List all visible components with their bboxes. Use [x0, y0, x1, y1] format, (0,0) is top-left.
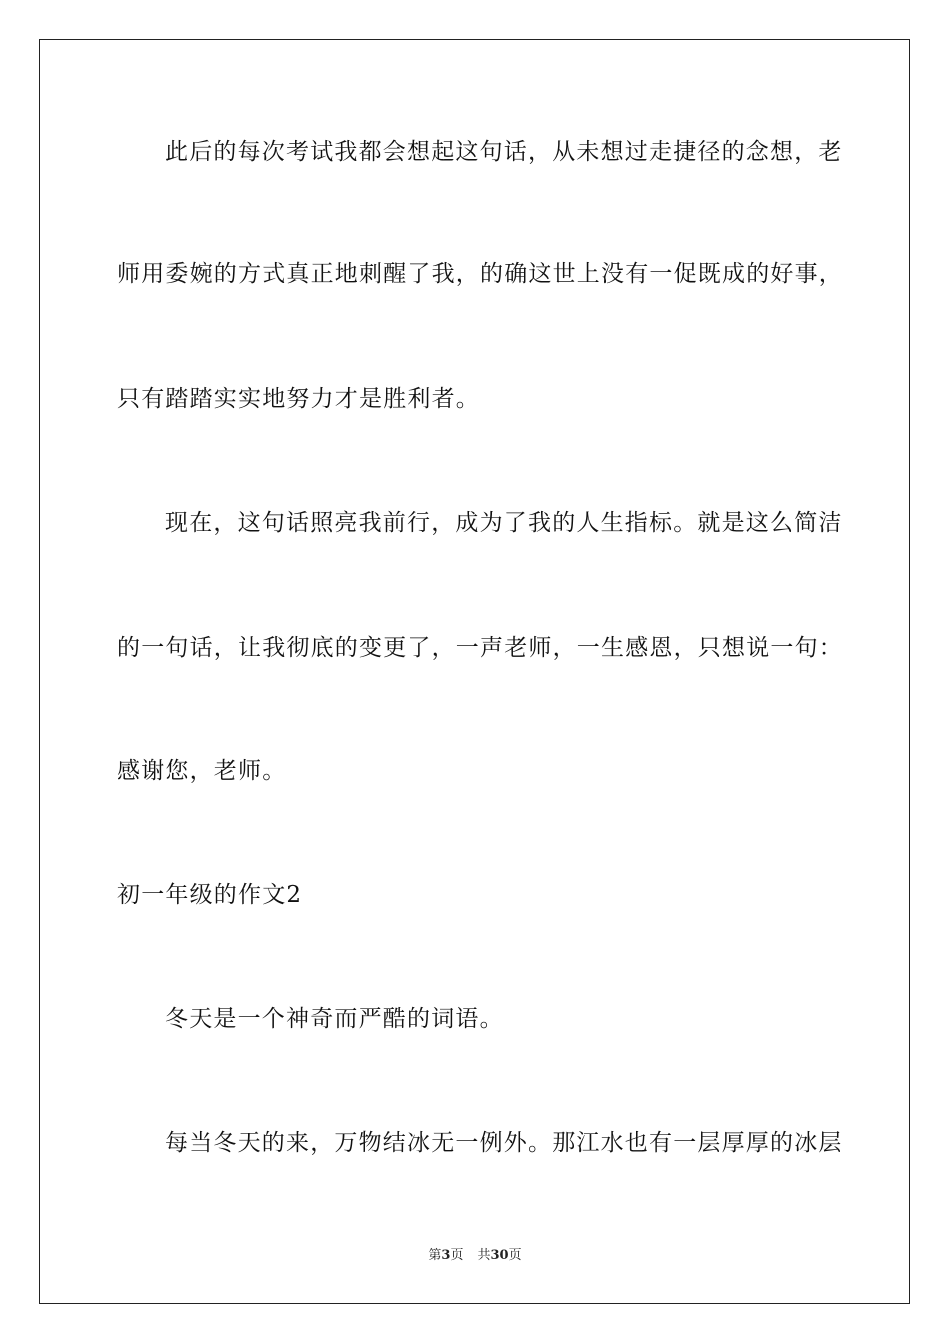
- page-border: [39, 39, 910, 1304]
- paragraph-line: 感谢您，老师。: [117, 758, 287, 784]
- page-total: 30: [490, 1248, 509, 1263]
- paragraph-line: 现在，这句话照亮我前行，成为了我的人生指标。就是这么简洁: [165, 510, 843, 536]
- page-footer: [0, 1247, 950, 1265]
- total-prefix: 共: [477, 1248, 491, 1263]
- paragraph-line: 冬天是一个神奇而严酷的词语。: [165, 1006, 504, 1032]
- paragraph-line: 的一句话，让我彻底的变更了，一声老师，一生感恩，只想说一句：: [117, 635, 843, 661]
- paragraph-line: 每当冬天的来，万物结冰无一例外。那江水也有一层厚厚的冰层: [165, 1130, 843, 1156]
- page-current: 3: [441, 1248, 451, 1263]
- total-suffix: 页: [508, 1248, 522, 1263]
- paragraph-line: 只有踏踏实实地努力才是胜利者。: [117, 386, 480, 412]
- paragraph-line: 此后的每次考试我都会想起这句话，从未想过走捷径的念想，老: [165, 139, 843, 165]
- page-prefix: 第: [428, 1248, 442, 1263]
- paragraph-line: 师用委婉的方式真正地刺醒了我，的确这世上没有一促既成的好事，: [117, 261, 843, 287]
- section-heading: 初一年级的作文2: [117, 882, 303, 908]
- page-suffix: 页: [450, 1248, 464, 1263]
